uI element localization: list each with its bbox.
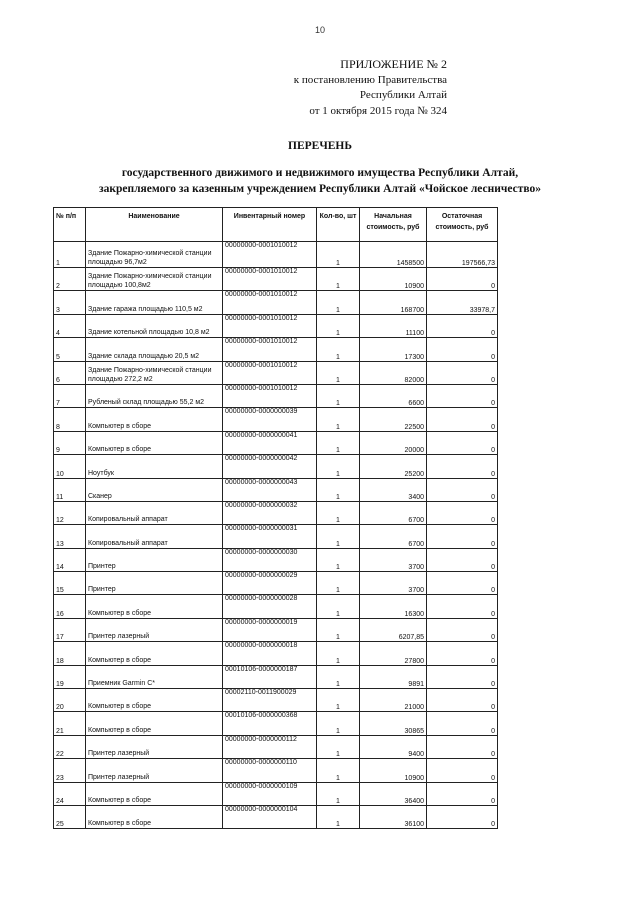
cell-qty: 1 xyxy=(317,618,360,641)
cell-inventory: 00000000-0000000029 xyxy=(223,572,317,595)
cell-initial-cost: 10900 xyxy=(360,759,427,782)
cell-num: 8 xyxy=(54,408,86,431)
cell-inventory: 00000000-0000000019 xyxy=(223,618,317,641)
cell-qty: 1 xyxy=(317,361,360,384)
cell-qty: 1 xyxy=(317,384,360,407)
table-row xyxy=(54,618,498,641)
cell-qty: 1 xyxy=(317,525,360,548)
appendix-line-2: Республики Алтай xyxy=(359,89,447,101)
cell-qty: 1 xyxy=(317,431,360,454)
cell-initial-cost: 3700 xyxy=(360,548,427,571)
cell-qty: 1 xyxy=(317,642,360,665)
cell-inventory: 00000000-0001010012 xyxy=(223,291,317,314)
cell-residual-cost: 0 xyxy=(427,572,498,595)
cell-qty: 1 xyxy=(317,689,360,712)
cell-initial-cost: 22500 xyxy=(360,408,427,431)
table-row xyxy=(54,408,498,431)
cell-residual-cost: 0 xyxy=(427,595,498,618)
cell-residual-cost: 0 xyxy=(427,268,498,291)
table-row xyxy=(54,242,498,268)
cell-residual-cost: 0 xyxy=(427,314,498,337)
cell-inventory: 00000000-0000000028 xyxy=(223,595,317,618)
cell-residual-cost: 0 xyxy=(427,805,498,828)
table-row xyxy=(54,805,498,828)
cell-inventory: 00000000-0000000030 xyxy=(223,548,317,571)
cell-qty: 1 xyxy=(317,665,360,688)
cell-inventory: 00000000-0000000112 xyxy=(223,735,317,758)
cell-initial-cost: 9891 xyxy=(360,665,427,688)
cell-num: 7 xyxy=(54,384,86,407)
cell-name: Приемник Garmin C* xyxy=(86,665,223,688)
cell-inventory: 00000000-0001010012 xyxy=(223,361,317,384)
cell-name: Здание гаража площадью 110,5 м2 xyxy=(86,291,223,314)
cell-initial-cost: 82000 xyxy=(360,361,427,384)
cell-qty: 1 xyxy=(317,408,360,431)
inventory-table xyxy=(53,207,498,829)
cell-initial-cost: 17300 xyxy=(360,338,427,361)
cell-inventory: 00000000-0001010012 xyxy=(223,314,317,337)
cell-initial-cost: 30865 xyxy=(360,712,427,735)
cell-name: Компьютер в сборе xyxy=(86,782,223,805)
cell-num: 20 xyxy=(54,689,86,712)
cell-name: Сканер xyxy=(86,478,223,501)
cell-num: 11 xyxy=(54,478,86,501)
cell-qty: 1 xyxy=(317,242,360,268)
cell-inventory: 00002110-0011900029 xyxy=(223,689,317,712)
cell-residual-cost: 0 xyxy=(427,712,498,735)
cell-name: Здание склада площадью 20,5 м2 xyxy=(86,338,223,361)
cell-initial-cost: 36400 xyxy=(360,782,427,805)
cell-inventory: 00010106-0000000187 xyxy=(223,665,317,688)
cell-initial-cost: 3400 xyxy=(360,478,427,501)
cell-name: Компьютер в сборе xyxy=(86,642,223,665)
table-row xyxy=(54,478,498,501)
cell-initial-cost: 6207,85 xyxy=(360,618,427,641)
cell-initial-cost: 6700 xyxy=(360,525,427,548)
cell-inventory: 00000000-0001010012 xyxy=(223,384,317,407)
cell-initial-cost: 21000 xyxy=(360,689,427,712)
cell-qty: 1 xyxy=(317,501,360,524)
cell-num: 17 xyxy=(54,618,86,641)
cell-residual-cost: 0 xyxy=(427,735,498,758)
cell-inventory: 00000000-0000000032 xyxy=(223,501,317,524)
appendix-block xyxy=(294,57,447,119)
table-row xyxy=(54,361,498,384)
cell-qty: 1 xyxy=(317,595,360,618)
appendix-title: ПРИЛОЖЕНИЕ № 2 xyxy=(340,57,447,71)
cell-num: 9 xyxy=(54,431,86,454)
cell-residual-cost: 0 xyxy=(427,618,498,641)
cell-name: Принтер лазерный xyxy=(86,759,223,782)
cell-num: 3 xyxy=(54,291,86,314)
cell-num: 13 xyxy=(54,525,86,548)
cell-qty: 1 xyxy=(317,712,360,735)
cell-inventory: 00000000-0001010012 xyxy=(223,268,317,291)
cell-qty: 1 xyxy=(317,455,360,478)
cell-initial-cost: 6600 xyxy=(360,384,427,407)
table-header-row xyxy=(54,208,498,242)
cell-qty: 1 xyxy=(317,805,360,828)
cell-name: Ноутбук xyxy=(86,455,223,478)
cell-qty: 1 xyxy=(317,782,360,805)
document-heading: ПЕРЕЧЕНЬ xyxy=(288,140,352,152)
cell-inventory: 00000000-0001010012 xyxy=(223,242,317,268)
header-inventory: Инвентарный номер xyxy=(223,208,317,242)
cell-residual-cost: 0 xyxy=(427,525,498,548)
cell-num: 6 xyxy=(54,361,86,384)
cell-name: Рубленый склад площадью 55,2 м2 xyxy=(86,384,223,407)
cell-residual-cost: 0 xyxy=(427,431,498,454)
cell-inventory: 00000000-0000000109 xyxy=(223,782,317,805)
table-row xyxy=(54,268,498,291)
cell-inventory: 00000000-0000000042 xyxy=(223,455,317,478)
cell-qty: 1 xyxy=(317,338,360,361)
cell-residual-cost: 0 xyxy=(427,478,498,501)
cell-name: Здание Пожарно-химической станции площадью 96,7м2 xyxy=(86,242,223,268)
cell-initial-cost: 1458500 xyxy=(360,242,427,268)
cell-num: 5 xyxy=(54,338,86,361)
cell-residual-cost: 33978,7 xyxy=(427,291,498,314)
cell-num: 18 xyxy=(54,642,86,665)
table-row xyxy=(54,338,498,361)
cell-name: Компьютер в сборе xyxy=(86,408,223,431)
cell-inventory: 00010106-0000000368 xyxy=(223,712,317,735)
cell-inventory: 00000000-0000000018 xyxy=(223,642,317,665)
table-row xyxy=(54,595,498,618)
header-initial-cost: Начальная стоимость, руб xyxy=(360,208,427,242)
table-row xyxy=(54,525,498,548)
subheading-line-1: государственного движимого и недвижимого имущества Республики Алтай, xyxy=(121,167,519,179)
cell-inventory: 00000000-0000000041 xyxy=(223,431,317,454)
cell-qty: 1 xyxy=(317,548,360,571)
cell-qty: 1 xyxy=(317,291,360,314)
cell-num: 10 xyxy=(54,455,86,478)
cell-qty: 1 xyxy=(317,735,360,758)
cell-residual-cost: 0 xyxy=(427,338,498,361)
table-row xyxy=(54,759,498,782)
cell-qty: 1 xyxy=(317,268,360,291)
cell-name: Принтер xyxy=(86,548,223,571)
cell-num: 1 xyxy=(54,242,86,268)
table-row xyxy=(54,501,498,524)
cell-num: 12 xyxy=(54,501,86,524)
cell-initial-cost: 3700 xyxy=(360,572,427,595)
cell-name: Здание Пожарно-химической станции площадью 272,2 м2 xyxy=(86,361,223,384)
cell-qty: 1 xyxy=(317,572,360,595)
page-number: 10 xyxy=(314,25,325,35)
header-name: Наименование xyxy=(86,208,223,242)
cell-num: 16 xyxy=(54,595,86,618)
cell-qty: 1 xyxy=(317,478,360,501)
table-row xyxy=(54,642,498,665)
cell-inventory: 00000000-0000000039 xyxy=(223,408,317,431)
cell-residual-cost: 0 xyxy=(427,361,498,384)
cell-residual-cost: 0 xyxy=(427,548,498,571)
cell-residual-cost: 0 xyxy=(427,759,498,782)
table-row xyxy=(54,689,498,712)
table-row xyxy=(54,665,498,688)
table-row xyxy=(54,548,498,571)
cell-name: Копировальный аппарат xyxy=(86,525,223,548)
cell-inventory: 00000000-0000000104 xyxy=(223,805,317,828)
cell-residual-cost: 0 xyxy=(427,642,498,665)
cell-qty: 1 xyxy=(317,759,360,782)
cell-residual-cost: 0 xyxy=(427,689,498,712)
table-row xyxy=(54,782,498,805)
header-num: № п/п xyxy=(54,208,86,242)
appendix-line-3: от 1 октября 2015 года № 324 xyxy=(309,104,447,117)
cell-name: Принтер xyxy=(86,572,223,595)
cell-name: Компьютер в сборе xyxy=(86,689,223,712)
cell-residual-cost: 0 xyxy=(427,665,498,688)
cell-qty: 1 xyxy=(317,314,360,337)
cell-name: Принтер лазерный xyxy=(86,618,223,641)
cell-initial-cost: 16300 xyxy=(360,595,427,618)
table-row xyxy=(54,572,498,595)
cell-num: 19 xyxy=(54,665,86,688)
cell-num: 23 xyxy=(54,759,86,782)
cell-initial-cost: 168700 xyxy=(360,291,427,314)
cell-initial-cost: 27800 xyxy=(360,642,427,665)
cell-inventory: 00000000-0001010012 xyxy=(223,338,317,361)
cell-initial-cost: 36100 xyxy=(360,805,427,828)
cell-initial-cost: 11100 xyxy=(360,314,427,337)
subheading-line-2: закрепляемого за казенным учреждением Республики Алтай «Чойское лесничество» xyxy=(98,183,542,195)
table-row xyxy=(54,431,498,454)
cell-initial-cost: 25200 xyxy=(360,455,427,478)
cell-num: 25 xyxy=(54,805,86,828)
header-qty: Кол-во, шт xyxy=(317,208,360,242)
appendix-line-1: к постановлению Правительства xyxy=(293,73,447,86)
cell-num: 21 xyxy=(54,712,86,735)
cell-name: Копировальный аппарат xyxy=(86,501,223,524)
cell-inventory: 00000000-0000000110 xyxy=(223,759,317,782)
cell-num: 14 xyxy=(54,548,86,571)
header-residual-cost: Остаточная стоимость, руб xyxy=(427,208,498,242)
cell-num: 2 xyxy=(54,268,86,291)
cell-residual-cost: 0 xyxy=(427,501,498,524)
cell-name: Компьютер в сборе xyxy=(86,805,223,828)
cell-residual-cost: 0 xyxy=(427,455,498,478)
cell-name: Компьютер в сборе xyxy=(86,712,223,735)
cell-residual-cost: 0 xyxy=(427,782,498,805)
cell-residual-cost: 0 xyxy=(427,384,498,407)
cell-num: 15 xyxy=(54,572,86,595)
cell-name: Компьютер в сборе xyxy=(86,431,223,454)
table-body xyxy=(54,242,498,829)
cell-residual-cost: 197566,73 xyxy=(427,242,498,268)
cell-name: Здание котельной площадью 10,8 м2 xyxy=(86,314,223,337)
cell-name: Принтер лазерный xyxy=(86,735,223,758)
cell-num: 24 xyxy=(54,782,86,805)
table-row xyxy=(54,735,498,758)
cell-name: Здание Пожарно-химической станции площадью 100,8м2 xyxy=(86,268,223,291)
cell-initial-cost: 9400 xyxy=(360,735,427,758)
cell-inventory: 00000000-0000000031 xyxy=(223,525,317,548)
document-subheading xyxy=(0,165,600,197)
table-row xyxy=(54,291,498,314)
table-row xyxy=(54,384,498,407)
cell-inventory: 00000000-0000000043 xyxy=(223,478,317,501)
table-row xyxy=(54,314,498,337)
cell-initial-cost: 6700 xyxy=(360,501,427,524)
cell-num: 4 xyxy=(54,314,86,337)
cell-num: 22 xyxy=(54,735,86,758)
cell-residual-cost: 0 xyxy=(427,408,498,431)
cell-name: Компьютер в сборе xyxy=(86,595,223,618)
table-row xyxy=(54,455,498,478)
cell-initial-cost: 10900 xyxy=(360,268,427,291)
cell-initial-cost: 20000 xyxy=(360,431,427,454)
table-row xyxy=(54,712,498,735)
